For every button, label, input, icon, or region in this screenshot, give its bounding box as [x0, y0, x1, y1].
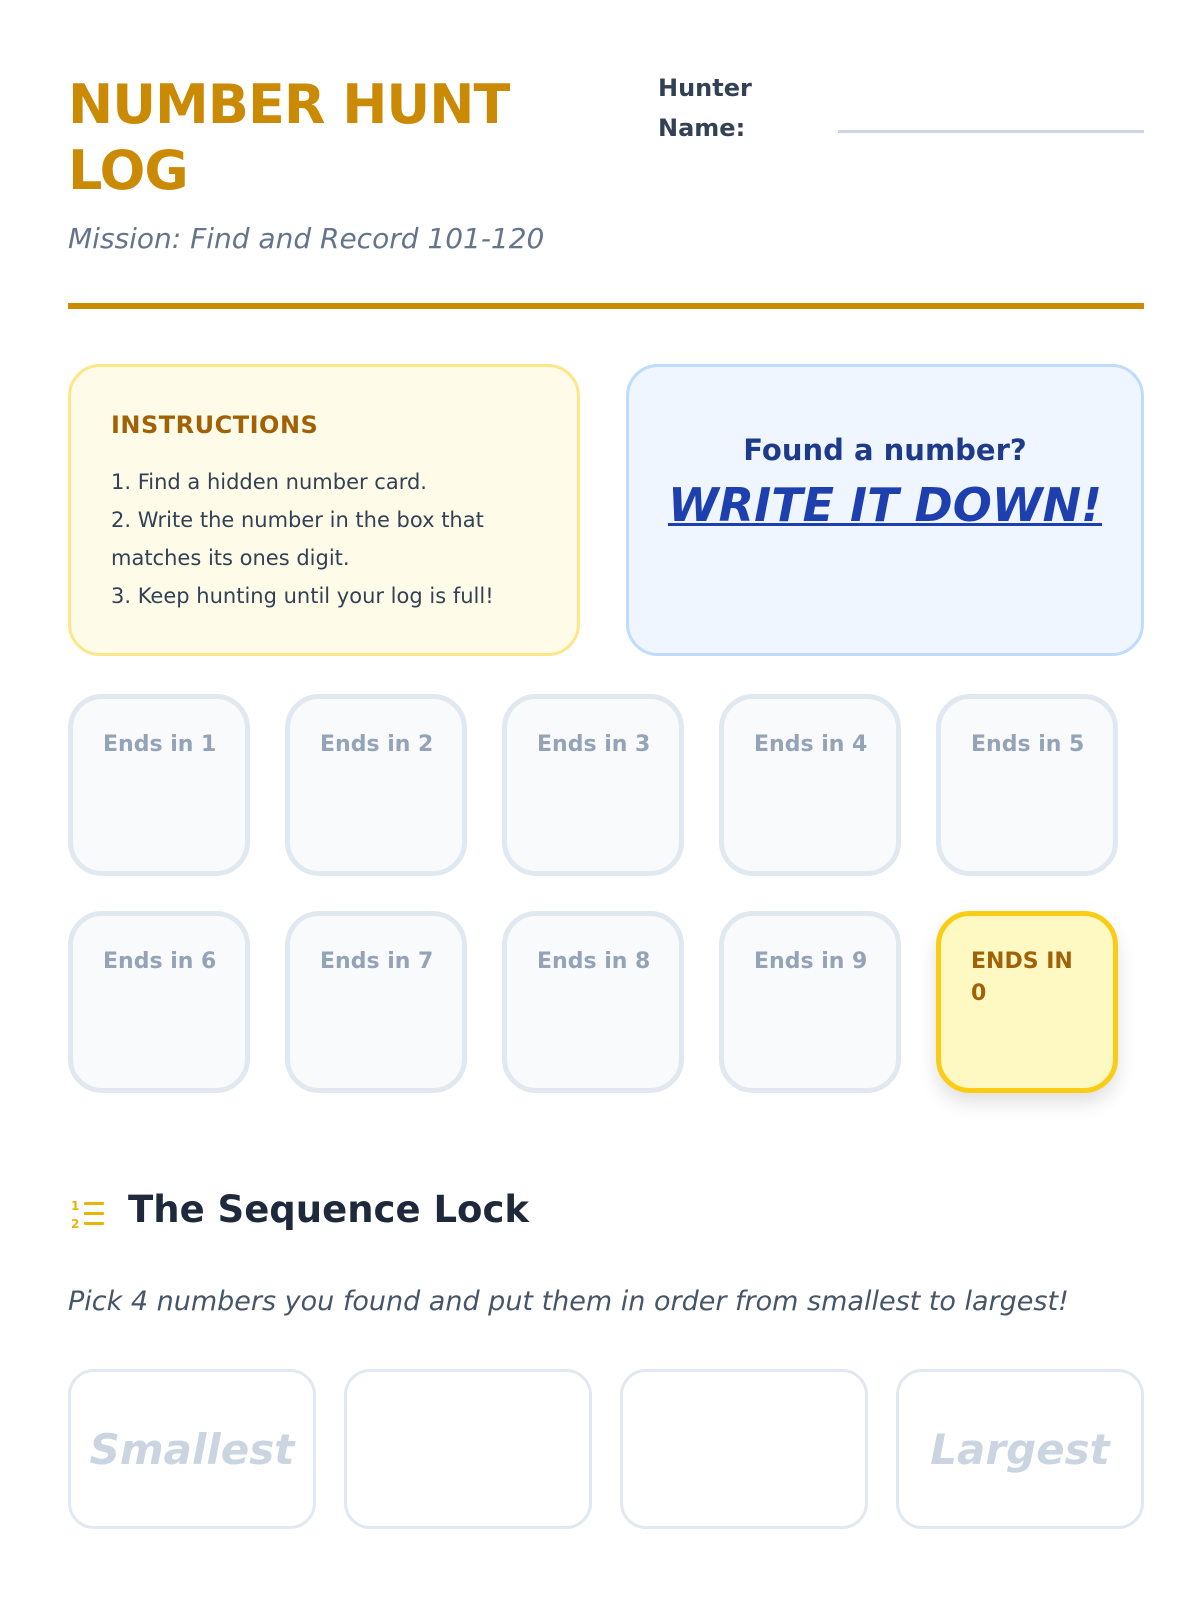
ones-digit-box-7[interactable] [285, 911, 467, 1093]
digit-box-label: Ends in 1 [103, 732, 217, 757]
worksheet-page [68, 0, 1144, 1600]
digit-box-label: Ends in 5 [971, 732, 1085, 757]
instruction-step-1: 1. Find a hidden number card. [111, 470, 427, 494]
digit-box-label: Ends in 9 [754, 949, 868, 974]
ones-digit-box-3[interactable] [502, 694, 684, 876]
write-it-down-callout [626, 364, 1144, 656]
instructions-panel [68, 364, 580, 656]
header-divider [68, 303, 1144, 309]
instructions-title: INSTRUCTIONS [111, 411, 319, 439]
digit-box-label: Ends in 4 [754, 732, 868, 757]
sequence-hint-smallest: Smallest [89, 1424, 295, 1474]
numbered-list-icon [70, 1196, 106, 1232]
sequence-box-3[interactable] [620, 1369, 868, 1529]
ones-digit-box-1[interactable] [68, 694, 250, 876]
digit-box-label: Ends in 6 [103, 949, 217, 974]
sequence-lock-description: Pick 4 numbers you found and put them in order from smallest to largest! [68, 1286, 1069, 1317]
svg-text:2: 2 [71, 1217, 80, 1231]
callout-question: Found a number? [743, 433, 1027, 467]
sequence-lock-title: The Sequence Lock [128, 1188, 530, 1231]
hunter-name-field[interactable] [838, 130, 1144, 133]
ones-digit-box-6[interactable] [68, 911, 250, 1093]
mission-subtitle: Mission: Find and Record 101-120 [68, 222, 545, 255]
sequence-box-2[interactable] [344, 1369, 592, 1529]
sequence-hint-largest: Largest [930, 1424, 1110, 1474]
sequence-box-1[interactable] [68, 1369, 316, 1529]
instruction-step-3: 3. Keep hunting until your log is full! [111, 584, 494, 608]
callout-action: WRITE IT DOWN! [667, 478, 1103, 532]
ones-digit-box-2[interactable] [285, 694, 467, 876]
digit-box-label: Ends in 3 [537, 732, 651, 757]
digit-box-label: Ends in 8 [537, 949, 651, 974]
instruction-step-2: 2. Write the number in the box that matches its ones digit. [111, 508, 484, 570]
svg-text:1: 1 [71, 1199, 80, 1213]
page-title: NUMBER HUNT LOG [68, 73, 510, 202]
digit-box-label: ENDS IN 0 [971, 949, 1073, 1006]
digit-box-label: Ends in 7 [320, 949, 434, 974]
sequence-box-4[interactable] [896, 1369, 1144, 1529]
hunter-name-label: Hunter Name: [658, 74, 752, 142]
ones-digit-box-5[interactable] [936, 694, 1118, 876]
ones-digit-box-4[interactable] [719, 694, 901, 876]
ones-digit-box-8[interactable] [502, 911, 684, 1093]
ones-digit-box-9[interactable] [719, 911, 901, 1093]
ones-digit-box-0[interactable] [936, 911, 1118, 1093]
digit-box-label: Ends in 2 [320, 732, 434, 757]
